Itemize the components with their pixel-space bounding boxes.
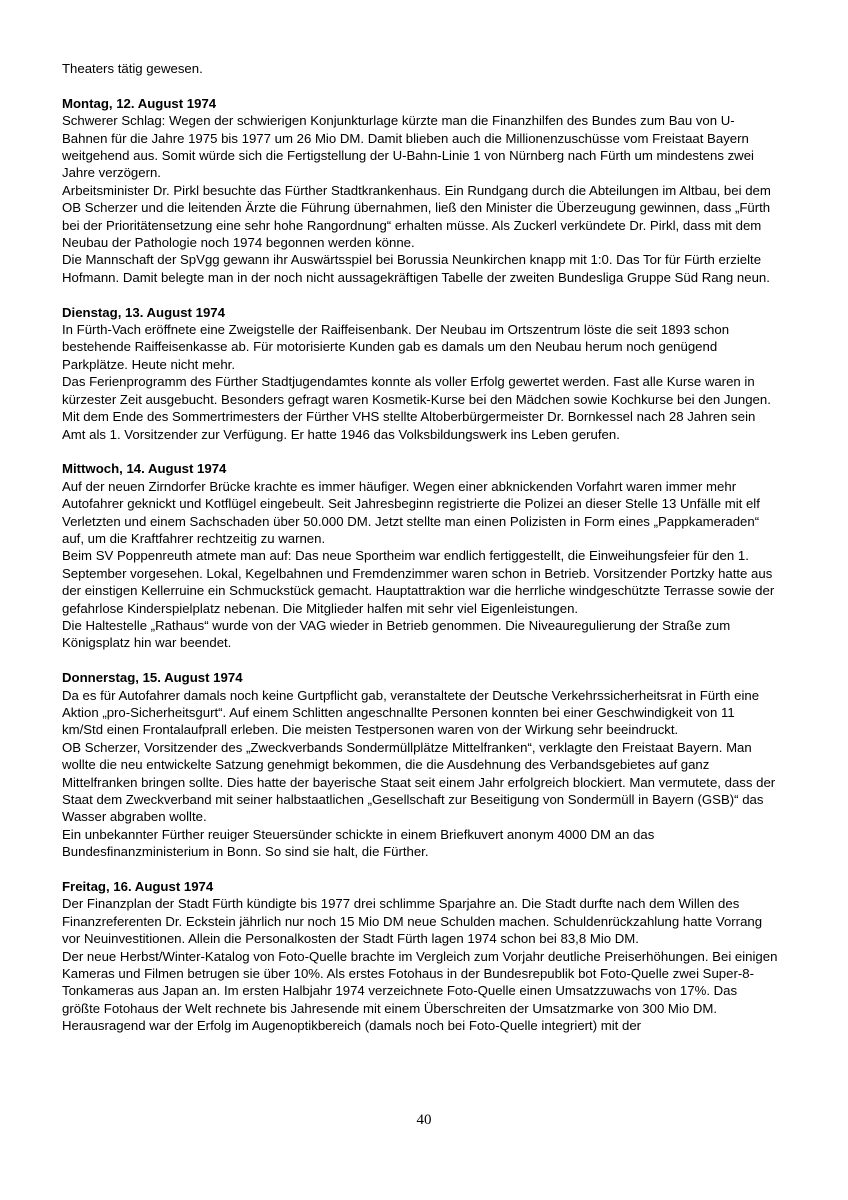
day-section-friday xyxy=(62,878,778,1035)
section-heading: Mittwoch, 14. August 1974 xyxy=(62,461,227,477)
paragraph: Der Finanzplan der Stadt Fürth kündigte bis 1977 drei schlimme Sparjahre an. Die Stadt durfte nach dem Willen des Finanzreferenten Dr. Eckstein jährlich nur noch 15 Mio DM neue Schulden machen. Schuldenrückzahlung hatte Vorrang vor Neuinvestitionen. Allein die Personalkosten der Stadt Fürth lagen 1974 schon bei 83,8 Mio DM. xyxy=(62,896,763,947)
paragraph: In Fürth-Vach eröffnete eine Zweigstelle der Raiffeisenbank. Der Neubau im Ortszentrum löste die seit 1893 schon bestehende Raiffeisenkasse ab. Für motorisierte Kunden gab es damals um den Neubau herum noch genügend Parkplätze. Heute nicht mehr. xyxy=(62,322,730,372)
section-heading: Dienstag, 13. August 1974 xyxy=(62,304,225,320)
day-section-monday xyxy=(62,95,778,286)
page-number: 40 xyxy=(416,1112,432,1128)
paragraph: OB Scherzer, Vorsitzender des „Zweckverbands Sondermüllplätze Mittelfranken“, verklagte den Freistaat Bayern. Man wollte die neu entwickelte Satzung genehmigt bekommen, die die Ausdehnung des Verbandsgebietes auf ganz Mittelfranken bringen sollte. Dies hatte der bayerische Staat seit einem Jahr erfolgreich blockiert. Man vermutete, dass der Staat dem Zweckverband mit seiner halbstaatlichen „Gesellschaft zur Beseitigung von Sondermüll in Bayern (GSB)“ das Wasser abgraben wollte. xyxy=(62,739,776,825)
section-heading: Donnerstag, 15. August 1974 xyxy=(62,670,243,686)
paragraph: Da es für Autofahrer damals noch keine Gurtpflicht gab, veranstaltete der Deutsche Verkehrssicherheitsrat in Fürth eine Aktion „pro-Sicherheitsgurt“. Auf einem Schlitten angeschnallte Personen konnten bei einer Geschwindigkeit von 11 km/Std einen Frontalaufprall erleben. Die meisten Testpersonen waren von der Wirkung sehr beeindruckt. xyxy=(62,687,760,738)
paragraph: Das Ferienprogramm des Fürther Stadtjugendamtes konnte als voller Erfolg gewertet werden. Fast alle Kurse waren in kürzester Zeit ausgebucht. Besonders gefragt waren Kosmetik-Kurse bei den Mädchen sowie Kochkurse bei den Jungen. xyxy=(62,374,771,407)
day-section-wednesday xyxy=(62,460,778,651)
paragraph: Die Mannschaft der SpVgg gewann ihr Auswärtsspiel bei Borussia Neunkirchen knapp mit 1:0. Das Tor für Fürth erzielte Hofmann. Damit belegte man in der noch nicht aussagekräftigen Tabelle der zweiten Bundesliga Gruppe Süd Rang neun. xyxy=(62,252,770,285)
paragraph: Schwerer Schlag: Wegen der schwierigen Konjunkturlage kürzte man die Finanzhilfen des Bundes zum Bau von U-Bahnen für die Jahre 1975 bis 1977 um 26 Mio DM. Damit blieben auch die Millionenzuschüsse vom Freistaat Bayern weitgehend aus. Somit würde sich die Fertigstellung der U-Bahn-Linie 1 von Nürnberg nach Fürth um mindestens zwei Jahre verzögern. xyxy=(62,113,754,181)
section-heading: Montag, 12. August 1974 xyxy=(62,95,217,111)
day-section-tuesday xyxy=(62,304,778,443)
paragraph: Arbeitsminister Dr. Pirkl besuchte das Fürther Stadtkrankenhaus. Ein Rundgang durch die Abteilungen im Altbau, bei dem OB Scherzer und die leitenden Ärzte die Führung übernahmen, ließ den Minister die Überzeugung gewinnen, dass „Fürth bei der Prioritätensetzung eine sehr hohe Rangordnung“ erhalten müsse. Als Zuckerl verkündete Dr. Pirkl, dass mit dem Neubau der Pathologie noch 1974 begonnen werden könne. xyxy=(62,182,771,251)
paragraph: Die Haltestelle „Rathaus“ wurde von der VAG wieder in Betrieb genommen. Die Niveauregulierung der Straße zum Königsplatz hin war beendet. xyxy=(62,617,731,651)
section-heading: Freitag, 16. August 1974 xyxy=(62,879,214,895)
paragraph: Der neue Herbst/Winter-Katalog von Foto-Quelle brachte im Vergleich zum Vorjahr deutliche Preiserhöhungen. Bei einigen Kameras und Filmen betrugen sie über 10%. Als erstes Fotohaus in der Bundesrepublik bot Foto-Quelle zwei Super-8-Tonkameras aus Japan an. Im ersten Halbjahr 1974 verzeichnete Foto-Quelle einen Umsatzzuwachs von 17%. Das größte Fotohaus der Welt rechnete bis Jahresende mit einem Überschreiten der Umsatzmarke von 300 Mio DM. Herausragend war der Erfolg im Augenoptikbereich (damals noch bei Foto-Quelle integriert) mit der xyxy=(62,948,778,1034)
paragraph: Auf der neuen Zirndorfer Brücke krachte es immer häufiger. Wegen einer abknickenden Vorfahrt waren immer mehr Autofahrer geknickt und Kotflügel eingebeult. Seit Jahresbeginn registrierte die Polizei an dieser Stelle 13 Unfälle mit elf Verletzten und einem Sachschaden über 50.000 DM. Jetzt stellte man einen Polizisten in Form eines „Pappkameraden“ auf, um die Kraftfahrer rechtzeitig zu warnen. xyxy=(62,478,760,546)
paragraph: Beim SV Poppenreuth atmete man auf: Das neue Sportheim war endlich fertiggestellt, die Einweihungsfeier für den 1. September vorgesehen. Lokal, Kegelbahnen und Fremdenzimmer waren schon in Betrieb. Vorsitzender Portzky hatte aus der einstigen Kellerruine ein Schmuckstück gemacht. Hauptattraktion war die herrliche windgeschützte Terrasse sowie der gefahrlose Kinderspielplatz nebenan. Die Mitglieder halfen mit sehr viel Eigenleistungen. xyxy=(62,548,775,616)
continuation-text: Theaters tätig gewesen. xyxy=(62,61,203,76)
paragraph: Mit dem Ende des Sommertrimesters der Fürther VHS stellte Altoberbürgermeister Dr. Bornkessel nach 28 Jahren sein Amt als 1. Vorsitzender zur Verfügung. Er hatte 1946 das Volksbildungswerk ins Leben gerufen. xyxy=(62,409,756,442)
day-section-thursday xyxy=(62,669,778,860)
paragraph: Ein unbekannter Fürther reuiger Steuersünder schickte in einem Briefkuvert anonym 4000 DM an das Bundesfinanzministerium in Bonn. So sind sie halt, die Fürther. xyxy=(62,826,655,860)
page-content xyxy=(62,60,778,1052)
